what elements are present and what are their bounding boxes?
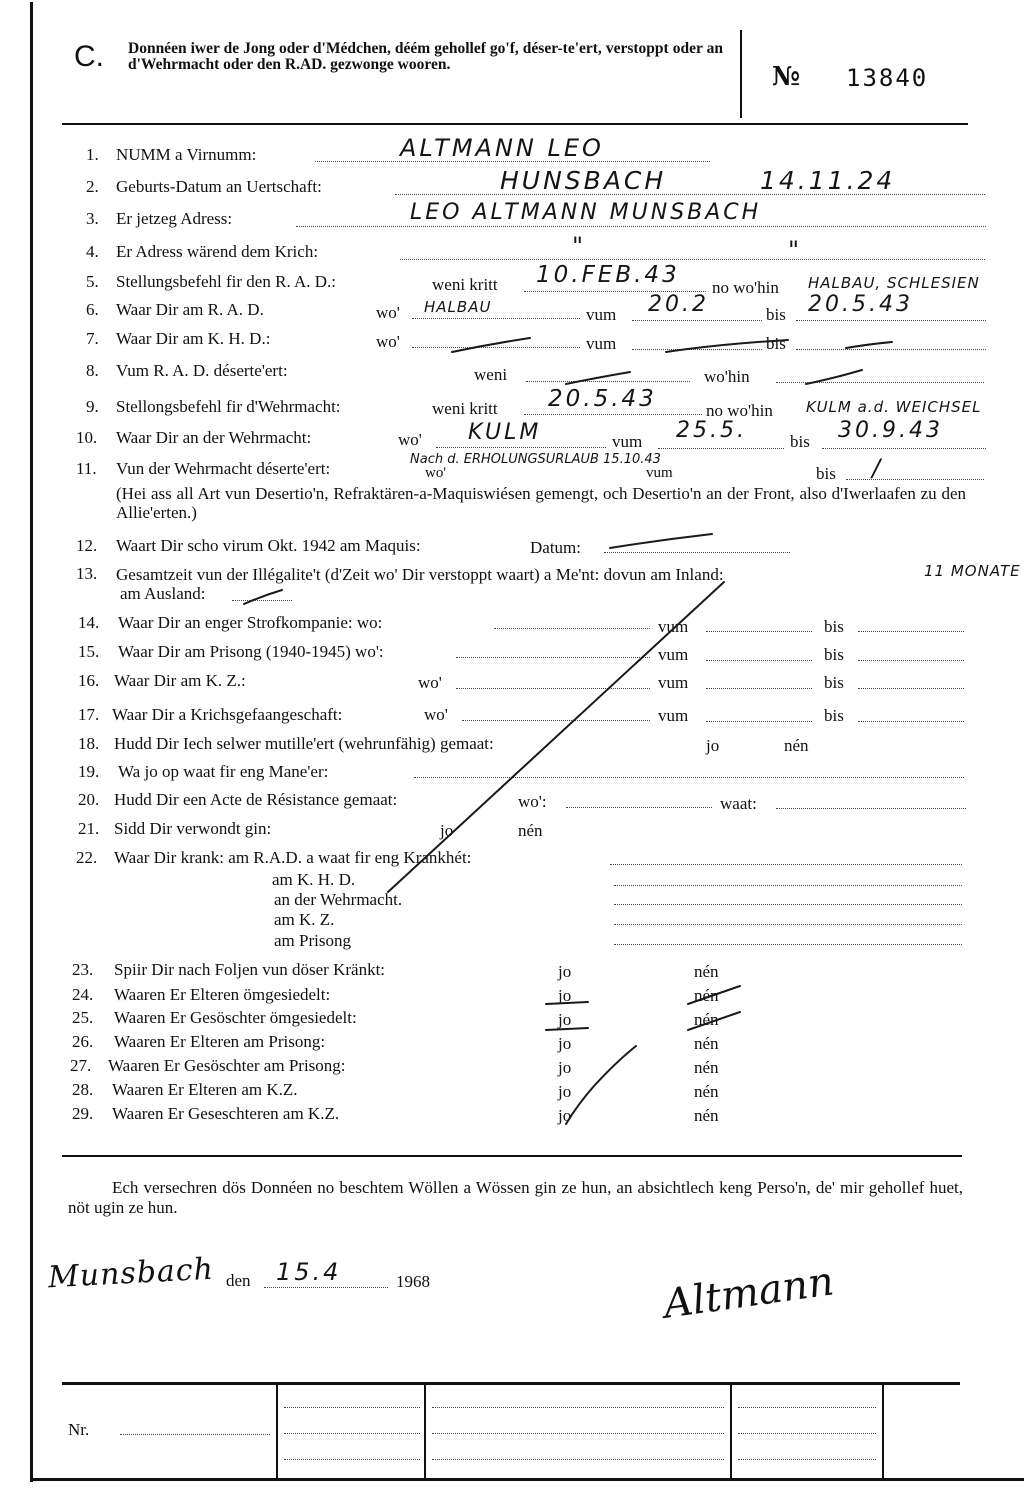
field-6-label: Waar Dir am R. A. D.	[116, 300, 264, 319]
footer-cell-1-line-2	[284, 1433, 420, 1434]
field-7-bis-line	[796, 349, 986, 350]
field-12-number: 12.	[76, 536, 98, 555]
field-10-label: Waar Dir an der Wehrmacht:	[116, 428, 312, 447]
field-6-vum: 20.2	[648, 292, 709, 317]
field-29-label: Waaren Er Geseschteren am K.Z.	[112, 1104, 340, 1123]
field-8-where-line	[776, 382, 984, 383]
field-24-jo: jo	[558, 986, 572, 1005]
field-6-wo: HALBAU	[424, 298, 492, 316]
field-11-wo-label: wo'	[425, 465, 447, 481]
field-7-vum-label: vum	[586, 334, 617, 353]
field-25-jo: jo	[558, 1010, 572, 1029]
field-11-bis-value: /	[872, 454, 884, 482]
footer-cell-1-line-1	[284, 1407, 420, 1408]
field-20-wo-label: wo':	[518, 792, 547, 811]
field-28-number: 28.	[72, 1080, 94, 1099]
field-5-when-label: weni kritt	[432, 275, 498, 294]
field-16-vum-line	[706, 688, 812, 689]
field-25-nen: nén	[694, 1010, 719, 1029]
field-10-wo-line	[436, 447, 606, 448]
field-19-label: Wa jo op waat fir eng Mane'er:	[118, 762, 329, 781]
field-6-bis-label: bis	[766, 305, 786, 324]
field-22-line-5	[614, 944, 962, 945]
field-16-bis-label: bis	[824, 673, 844, 692]
declaration-rule	[62, 1155, 962, 1157]
field-23-label: Spiir Dir nach Foljen vun döser Kränkt:	[114, 960, 386, 979]
field-16-label: Waar Dir am K. Z.:	[114, 671, 246, 690]
field-11-handwritten: Nach d. ERHOLUNGSURLAUB 15.10.43	[410, 452, 661, 467]
field-10-vum: 25.5.	[676, 418, 747, 443]
field-17-wo-label: wo'	[424, 705, 448, 724]
footer-col-1	[276, 1384, 278, 1480]
field-21-jo: jo	[440, 821, 454, 840]
field-11-number: 11.	[76, 459, 97, 478]
field-26-jo: jo	[558, 1034, 572, 1053]
form-number: 13840	[846, 64, 929, 92]
field-13-ausland-label: am Ausland:	[120, 584, 206, 603]
field-17-vum-label: vum	[658, 706, 689, 725]
field-6-wo-label: wo'	[376, 303, 400, 322]
footer-cell-2-line-1	[432, 1407, 724, 1408]
field-22-sub-2: an der Wehrmacht.	[274, 890, 403, 909]
field-7-wo-line	[412, 347, 580, 348]
field-26-nen: nén	[694, 1034, 719, 1053]
field-20-number: 20.	[78, 790, 100, 809]
field-17-number: 17.	[78, 705, 100, 724]
field-15-vum-label: vum	[658, 645, 689, 664]
field-10-number: 10.	[76, 428, 98, 447]
field-14-vum-label: vum	[658, 617, 689, 636]
field-15-bis-line	[858, 660, 964, 661]
field-8-label: Vum R. A. D. déserte'ert:	[116, 361, 288, 380]
footer-cell-3-line-1	[738, 1407, 876, 1408]
field-29-nen: nén	[694, 1106, 719, 1125]
field-16-vum-label: vum	[658, 673, 689, 692]
field-12-date-label: Datum:	[530, 538, 581, 557]
field-21-label: Sidd Dir verwondt gin:	[114, 819, 272, 838]
field-12-dash	[610, 534, 712, 548]
field-7-dash-3	[846, 342, 892, 348]
field-5-where: HALBAU, SCHLESIEN	[808, 274, 980, 292]
field-22-line-2	[614, 885, 962, 886]
field-3-number: 3.	[86, 209, 99, 228]
field-8-when-line	[526, 381, 690, 382]
field-5-where-label: no wo'hin	[712, 278, 779, 297]
field-19-line	[414, 777, 964, 778]
field-27-number: 27.	[70, 1056, 92, 1075]
field-4-ditto-2: "	[788, 236, 803, 264]
signing-year: 1968	[396, 1272, 430, 1291]
field-21-number: 21.	[78, 819, 100, 838]
field-7-wo-label: wo'	[376, 332, 400, 351]
field-7-dash-1	[452, 338, 530, 352]
field-26-number: 26.	[72, 1032, 94, 1051]
field-22-sub-3: am K. Z.	[274, 910, 335, 929]
field-6-vum-label: vum	[586, 305, 617, 324]
field-7-label: Waar Dir am K. H. D.:	[116, 329, 271, 348]
number-symbol: №	[772, 62, 801, 92]
field-16-bis-line	[858, 688, 964, 689]
field-28-jo: jo	[558, 1082, 572, 1101]
field-10-wo: KULM	[468, 420, 542, 445]
field-11-note: (Hei ass all Art vun Desertio'n, Refraktären-a-Maquiswiésen gemengt, och Desertio'n an der Front, also d'Iwerlaafen zu den Allie'erten.)	[116, 484, 966, 522]
field-22-line-3	[614, 904, 962, 905]
signing-date: 15.4	[276, 1258, 342, 1286]
field-10-bis-line	[822, 448, 986, 449]
field-1-label: NUMM a Virnumm:	[116, 145, 257, 164]
field-29-jo: jo	[558, 1106, 572, 1125]
field-9-where-label: no wo'hin	[706, 401, 773, 420]
field-27-label: Waaren Er Gesöschter am Prisong:	[108, 1056, 346, 1075]
field-23-jo: jo	[558, 962, 572, 981]
field-25-label: Waaren Er Gesöschter ömgesiedelt:	[114, 1008, 357, 1027]
declaration-text: Ech versechren dös Donnéen no beschtem Wöllen a Wössen gin ze hun, an absichtlech keng Perso'n, de' mir gehollef huet, nöt ugin ze hun.	[68, 1178, 963, 1217]
field-1-number: 1.	[86, 145, 99, 164]
field-11-label: Vun der Wehrmacht déserte'ert:	[116, 459, 331, 478]
section-letter: C.	[74, 40, 104, 73]
signature: Altmann	[660, 1258, 837, 1328]
field-13-number: 13.	[76, 564, 98, 583]
field-7-number: 7.	[86, 329, 99, 348]
field-6-vum-line	[632, 320, 762, 321]
field-4-number: 4.	[86, 242, 99, 261]
field-22-label: Waar Dir krank: am R.A.D. a waat fir eng Krankhét:	[114, 848, 472, 867]
field-29-number: 29.	[72, 1104, 94, 1123]
footer-nr-label: Nr.	[68, 1420, 90, 1439]
header-divider-vertical	[740, 30, 742, 118]
signing-den-label: den	[226, 1271, 251, 1290]
footer-nr-line	[120, 1434, 270, 1435]
footer-cell-2-line-3	[432, 1459, 724, 1460]
field-16-wo-label: wo'	[418, 673, 442, 692]
field-12-date-line	[604, 552, 790, 553]
field-28-nen: nén	[694, 1082, 719, 1101]
field-8-number: 8.	[86, 361, 99, 380]
footer-cell-3-line-3	[738, 1459, 876, 1460]
footer-col-4	[882, 1384, 884, 1480]
field-18-number: 18.	[78, 734, 100, 753]
field-8-when-label: weni	[474, 365, 508, 384]
field-9-when-label: weni kritt	[432, 399, 498, 418]
footer-table-top	[62, 1382, 960, 1385]
field-14-vum-line	[706, 631, 812, 632]
header-divider	[62, 123, 968, 125]
field-14-bis-line	[858, 631, 964, 632]
field-5-number: 5.	[86, 272, 99, 291]
field-15-wo-line	[456, 657, 650, 658]
field-25-number: 25.	[72, 1008, 94, 1027]
field-3-label: Er jetzeg Adress:	[116, 209, 233, 228]
field-11-vum-label: vum	[646, 465, 673, 481]
field-6-bis-line	[796, 320, 986, 321]
signing-date-line	[264, 1287, 388, 1288]
footer-col-3	[730, 1384, 732, 1480]
outer-border-bottom	[30, 1478, 1024, 1481]
field-18-jo: jo	[706, 736, 720, 755]
footer-cell-3-line-2	[738, 1433, 876, 1434]
field-9-label: Stellongsbefehl fir d'Wehrmacht:	[116, 397, 341, 416]
field-15-bis-label: bis	[824, 645, 844, 664]
field-14-bis-label: bis	[824, 617, 844, 636]
field-3-line	[296, 226, 986, 227]
field-8-dash-1	[566, 372, 630, 384]
field-11-bis-line	[846, 479, 984, 480]
field-4-ditto-1: "	[572, 232, 587, 260]
field-13-dash	[244, 590, 282, 604]
field-2-number: 2.	[86, 177, 99, 196]
section-title: Donnéen iwer de Jong oder d'Médchen, déém gehollef go'f, déser-te'ert, verstoppt oder an d'Wehrmacht oder den R.AD. gezwonge wooren.	[128, 40, 723, 73]
field-11-bis-label: bis	[816, 464, 836, 483]
jo-column-check	[566, 1046, 636, 1124]
field-1-value: ALTMANN LEO	[400, 134, 604, 162]
field-27-jo: jo	[558, 1058, 572, 1077]
field-6-bis: 20.5.43	[808, 292, 913, 317]
field-21-nen: nén	[518, 821, 543, 840]
field-14-number: 14.	[78, 613, 100, 632]
field-9-where: KULM a.d. WEICHSEL	[806, 398, 982, 416]
field-2-label: Geburts-Datum an Uertschaft:	[116, 177, 322, 196]
field-5-label: Stellungsbefehl fir den R. A. D.:	[116, 272, 337, 291]
field-24-label: Waaren Er Elteren ömgesiedelt:	[114, 985, 331, 1004]
field-16-number: 16.	[78, 671, 100, 690]
field-2-place: HUNSBACH	[500, 166, 667, 195]
field-22-number: 22.	[76, 848, 98, 867]
field-13-inland: 11 MONATE	[924, 562, 1021, 580]
field-20-waat-label: waat:	[720, 794, 757, 813]
field-23-number: 23.	[72, 960, 94, 979]
field-9-when-line	[524, 414, 702, 415]
field-20-wo-line	[566, 807, 712, 808]
field-13-label: Gesamtzeit vun der Illégalite't (d'Zeit wo' Dir verstoppt waart) a Me'nt: dovun am Inland:	[116, 565, 724, 584]
field-22-sub-1: am K. H. D.	[272, 870, 356, 889]
field-15-number: 15.	[78, 642, 100, 661]
field-22-line-4	[614, 924, 962, 925]
field-17-bis-label: bis	[824, 706, 844, 725]
field-15-label: Waar Dir am Prisong (1940-1945) wo':	[118, 642, 384, 661]
field-22-sub-4: am Prisong	[274, 931, 351, 950]
field-9-when: 20.5.43	[548, 386, 657, 412]
field-17-wo-line	[462, 720, 650, 721]
field-5-when: 10.FEB.43	[536, 262, 680, 288]
field-16-wo-line	[456, 688, 650, 689]
footer-cell-2-line-2	[432, 1433, 724, 1434]
field-14-label: Waar Dir an enger Strofkompanie: wo:	[118, 613, 383, 632]
field-20-label: Hudd Dir een Acte de Résistance gemaat:	[114, 790, 398, 809]
field-23-nen: nén	[694, 962, 719, 981]
field-15-vum-line	[706, 660, 812, 661]
field-9-number: 9.	[86, 397, 99, 416]
outer-border-left	[30, 2, 33, 1482]
field-18-label: Hudd Dir Iech selwer mutille'ert (wehrunfähig) gemaat:	[114, 734, 494, 753]
field-10-vum-line	[658, 448, 784, 449]
field-3-value: LEO ALTMANN MUNSBACH	[410, 200, 762, 225]
field-10-bis-label: bis	[790, 432, 810, 451]
field-22-line-1	[610, 864, 962, 865]
field-19-number: 19.	[78, 762, 100, 781]
field-26-label: Waaren Er Elteren am Prisong:	[114, 1032, 326, 1051]
field-4-line	[400, 259, 985, 260]
field-7-vum-line	[632, 349, 762, 350]
field-17-label: Waar Dir a Krichsgefaangeschaft:	[112, 705, 343, 724]
field-17-bis-line	[858, 721, 964, 722]
field-18-nen: nén	[784, 736, 809, 755]
field-2-date: 14.11.24	[760, 166, 896, 195]
field-12-label: Waart Dir scho virum Okt. 1942 am Maquis:	[116, 536, 421, 555]
footer-col-2	[424, 1384, 426, 1480]
field-10-wo-label: wo'	[398, 430, 422, 449]
footer-cell-1-line-3	[284, 1459, 420, 1460]
field-20-waat-line	[776, 808, 966, 809]
field-4-label: Er Adress wärend dem Krich:	[116, 242, 319, 261]
field-13-ausland-line	[232, 600, 292, 601]
field-10-bis: 30.9.43	[838, 418, 943, 443]
field-24-number: 24.	[72, 985, 94, 1004]
field-17-vum-line	[706, 721, 812, 722]
field-14-wo-line	[494, 628, 650, 629]
field-2-line	[395, 194, 985, 195]
signing-place: Munsbach	[47, 1251, 215, 1296]
field-10-vum-label: vum	[612, 432, 643, 451]
field-27-nen: nén	[694, 1058, 719, 1077]
field-8-where-label: wo'hin	[704, 367, 750, 386]
field-6-number: 6.	[86, 300, 99, 319]
field-7-bis-label: bis	[766, 334, 786, 353]
field-28-label: Waaren Er Elteren am K.Z.	[112, 1080, 298, 1099]
field-24-nen: nén	[694, 986, 719, 1005]
field-6-wo-line	[412, 318, 580, 319]
